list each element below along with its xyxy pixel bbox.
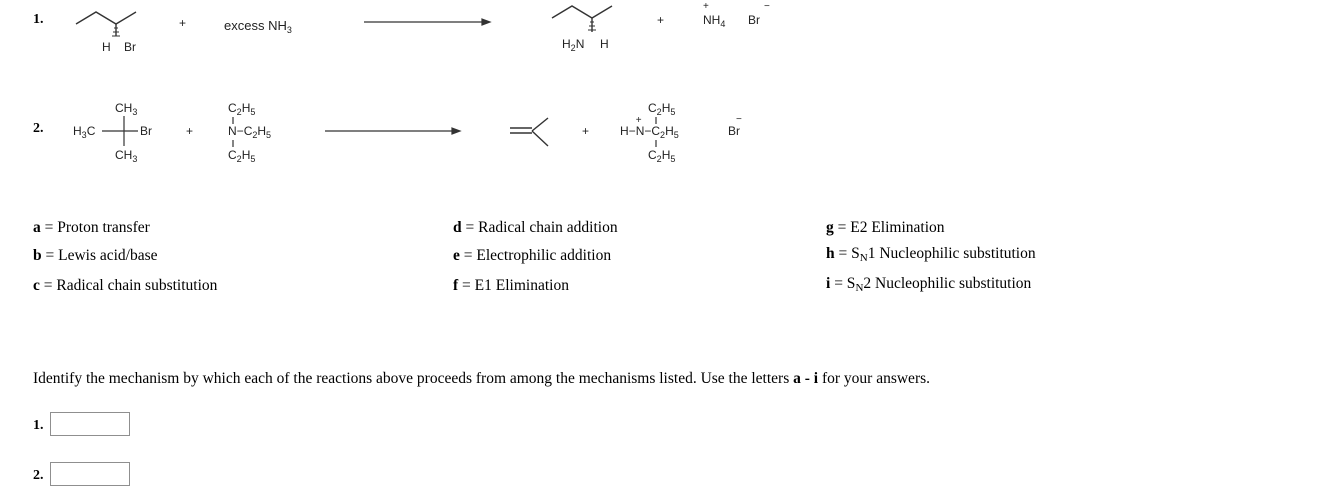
answer-2-input[interactable] xyxy=(50,462,130,486)
reaction2-arrow xyxy=(325,128,460,134)
mechanism-e: e = Electrophilic addition xyxy=(453,247,612,264)
ammonium-charge: + xyxy=(635,115,642,126)
cation-charge: + xyxy=(703,1,709,12)
reaction2-reagent-bottom-ethyl: $C_2H_5$ xyxy=(228,148,256,164)
reaction2-alkene-product xyxy=(510,118,548,146)
anion-charge: − xyxy=(736,114,742,125)
mechanism-d: d = Radical chain addition xyxy=(453,219,618,236)
mechanism-c: c = Radical chain substitution xyxy=(33,277,218,294)
reaction1-bromide-anion: − Br xyxy=(748,1,770,27)
answer-1-label: 1. xyxy=(33,418,44,433)
reaction1-reactant-skeleton xyxy=(76,12,136,36)
mechanism-f: f = E1 Elimination xyxy=(453,277,569,294)
reaction2-product-bottom-ethyl: $C_2H_5$ xyxy=(648,148,676,164)
answer-1-input[interactable] xyxy=(50,412,130,436)
answer-2-label: 2. xyxy=(33,468,44,483)
mechanism-i: $i = S_N2$ Nucleophilic substitution xyxy=(826,275,1032,294)
reaction2-product-center: H− + $N-C_2H_5$ xyxy=(620,115,679,140)
reaction2-reactant-br: Br xyxy=(140,124,152,138)
mechanism-h: $h = S_N1$ Nucleophilic substitution xyxy=(826,245,1036,264)
reaction1-product-skeleton xyxy=(552,6,612,32)
reaction2-reactant-top-methyl: $CH_3$ xyxy=(115,101,138,117)
reaction2-reagent-top-ethyl: $C_2H_5$ xyxy=(228,101,256,117)
reaction1-number: 1. xyxy=(33,12,44,27)
mechanism-g: g = E2 Elimination xyxy=(826,219,945,236)
anion-charge: − xyxy=(764,1,770,12)
reaction2-reactant-bonds xyxy=(102,116,138,146)
reaction2-reagent-center: $N-C_2H_5$ xyxy=(228,124,272,140)
reaction2-plus-2: + xyxy=(582,124,590,138)
reaction2-product-top-ethyl: $C_2H_5$ xyxy=(648,101,676,117)
reaction2-plus-1: + xyxy=(186,124,194,138)
reaction1-plus-1: + xyxy=(179,16,187,30)
reaction1-product-h-label: H xyxy=(600,37,609,51)
reaction1-reactant-h-label: H xyxy=(102,40,111,54)
reaction1-reagent: excess $NH_3$ xyxy=(224,18,292,35)
reaction1-reactant-br-label: Br xyxy=(124,40,136,54)
mechanism-a: a = Proton transfer xyxy=(33,219,150,236)
reaction2-bromide-anion: − Br xyxy=(728,114,742,138)
reaction1-arrow xyxy=(364,19,490,25)
reaction1-product-amine-label: $H_2N$ xyxy=(562,37,585,53)
reaction1-ammonium-cation: + $NH_4$ xyxy=(703,1,726,29)
question-text: Identify the mechanism by which each of the reactions above proceeds from among the mechanisms listed. Use the letters a - i for your answers. xyxy=(33,370,931,387)
reaction2-reactant-bottom-methyl: $CH_3$ xyxy=(115,148,138,164)
mechanism-b: b = Lewis acid/base xyxy=(33,247,158,264)
reaction1-plus-2: + xyxy=(657,13,665,27)
reaction2-number: 2. xyxy=(33,121,44,136)
reaction2-reactant-left-methyl: $H_3C$ xyxy=(73,124,96,140)
